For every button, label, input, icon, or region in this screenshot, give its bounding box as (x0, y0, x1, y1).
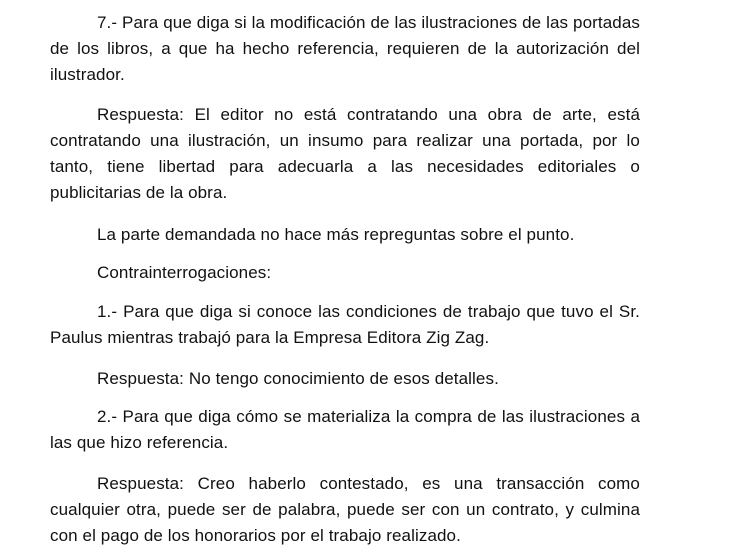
cross-question-1-paragraph: 1.- Para que diga si conoce las condiciones de trabajo que tuvo el Sr. Paulus mientras trabajó para la Empresa Editora Zig Zag. (50, 302, 640, 347)
cross-answer-2-paragraph: Respuesta: Creo haberlo contestado, es una transacción como cualquier otra, puede ser de palabra, puede ser con un contrato, y culmina con el pago de los honorarios por el trabajo realizado. (50, 474, 640, 545)
cross-examination-heading: Contrainterrogaciones: (97, 263, 272, 282)
cross-answer-1-paragraph: Respuesta: No tengo conocimiento de esos detalles. (97, 369, 499, 388)
answer-7-paragraph: Respuesta: El editor no está contratando una obra de arte, está contratando una ilustración, un insumo para realizar una portada, por lo tanto, tiene libertad para adecuarla a las necesidades editoriales o publicitarias de la obra. (50, 105, 640, 202)
cross-question-2-paragraph: 2.- Para que diga cómo se materializa la compra de las ilustraciones a las que hizo referencia. (50, 407, 640, 452)
no-more-questions-paragraph: La parte demandada no hace más repreguntas sobre el punto. (97, 225, 575, 244)
question-7-paragraph: 7.- Para que diga si la modificación de las ilustraciones de las portadas de los libros, a que ha hecho referencia, requieren de la autorización del ilustrador. (50, 13, 640, 84)
